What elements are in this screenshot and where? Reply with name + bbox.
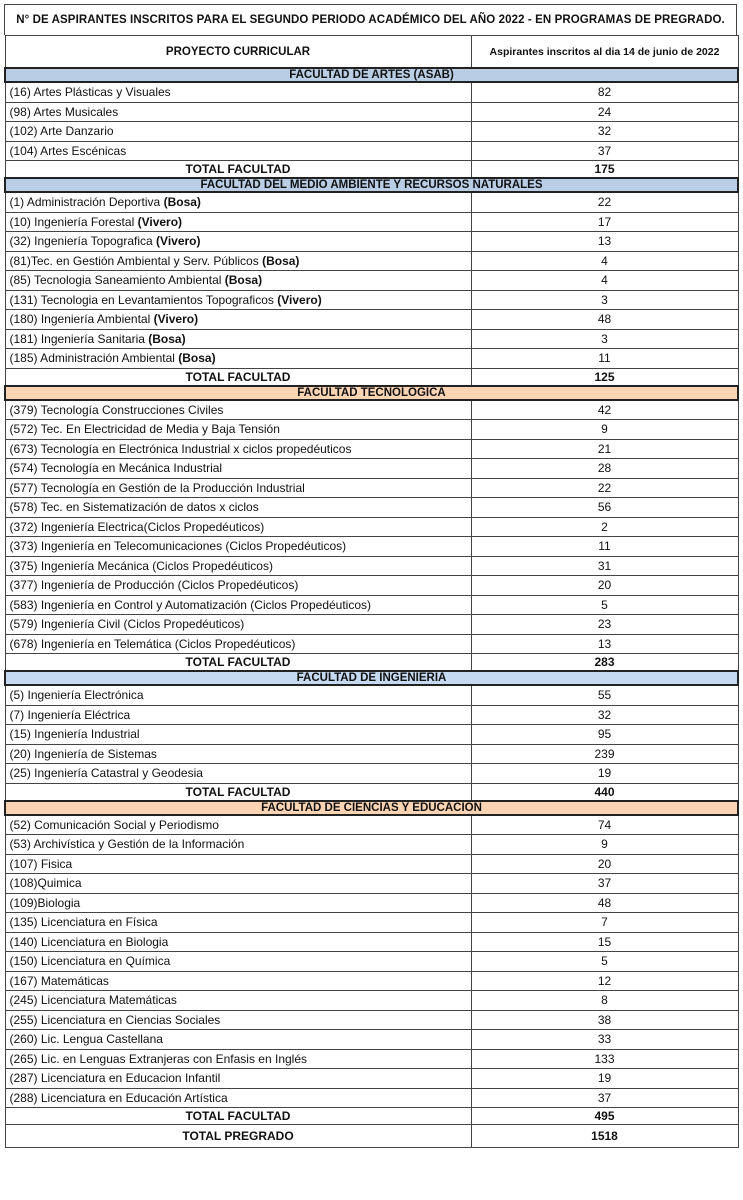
enrollment-table (4, 35, 739, 1148)
applicants-count: 42 (471, 400, 738, 420)
program-name: (107) Fisica (9, 856, 73, 871)
program-name: (255) Licenciatura en Ciencias Sociales (9, 1012, 221, 1027)
program-cell (5, 913, 471, 933)
column-header-applicants: Aspirantes inscritos al dia 14 de junio de 2022 (471, 36, 738, 69)
program-cell (5, 971, 471, 991)
program-name: (288) Licenciatura en Educación Artística (9, 1090, 228, 1105)
program-cell (5, 478, 471, 498)
campus-label: (Vivero) (153, 312, 199, 327)
grand-total-label: TOTAL PREGRADO (5, 1125, 471, 1148)
applicants-count: 37 (471, 874, 738, 894)
program-row (5, 329, 738, 349)
program-name: (5) Ingeniería Electrónica (9, 688, 144, 703)
program-cell (5, 634, 471, 654)
faculty-header-row (5, 68, 738, 82)
program-cell (5, 893, 471, 913)
program-row (5, 251, 738, 271)
applicants-count: 22 (471, 478, 738, 498)
applicants-count: 9 (471, 835, 738, 855)
program-row (5, 310, 738, 330)
program-name: (104) Artes Escénicas (9, 143, 127, 158)
enrollment-sheet (4, 4, 737, 1148)
program-name: (167) Matemáticas (9, 973, 109, 988)
program-cell (5, 1030, 471, 1050)
program-row (5, 705, 738, 725)
program-cell (5, 854, 471, 874)
program-row (5, 854, 738, 874)
program-row (5, 400, 738, 420)
program-name: (32) Ingeniería Topografica (9, 234, 153, 249)
applicants-count: 133 (471, 1049, 738, 1069)
campus-label: (Bosa) (262, 253, 300, 268)
applicants-count: 20 (471, 854, 738, 874)
program-row (5, 952, 738, 972)
program-name: (572) Tec. En Electricidad de Media y Baja Tensión (9, 422, 280, 437)
program-name: (577) Tecnología en Gestión de la Producción Industrial (9, 480, 305, 495)
applicants-count: 24 (471, 102, 738, 122)
grand-total-value: 1518 (471, 1125, 738, 1148)
program-cell (5, 537, 471, 557)
program-row (5, 212, 738, 232)
faculty-header-row (5, 178, 738, 192)
applicants-count: 19 (471, 764, 738, 784)
program-cell (5, 349, 471, 369)
program-cell (5, 991, 471, 1011)
program-name: (16) Artes Plásticas y Visuales (9, 85, 171, 100)
program-name: (287) Licenciatura en Educacion Infantil (9, 1071, 221, 1086)
program-row (5, 615, 738, 635)
program-row (5, 349, 738, 369)
program-row (5, 685, 738, 705)
applicants-count: 56 (471, 498, 738, 518)
program-row (5, 556, 738, 576)
faculty-header-row (5, 671, 738, 685)
faculty-total-value: 440 (471, 783, 738, 801)
applicants-count: 11 (471, 349, 738, 369)
campus-label: (Bosa) (163, 195, 201, 210)
applicants-count: 13 (471, 634, 738, 654)
faculty-total-label: TOTAL FACULTAD (5, 161, 471, 179)
program-cell (5, 615, 471, 635)
program-name: (379) Tecnología Construcciones Civiles (9, 402, 224, 417)
applicants-count: 3 (471, 329, 738, 349)
program-name: (578) Tec. en Sistematización de datos x ciclos (9, 500, 259, 515)
applicants-count: 4 (471, 251, 738, 271)
program-cell (5, 874, 471, 894)
program-cell (5, 212, 471, 232)
applicants-count: 4 (471, 271, 738, 291)
faculty-header-row (5, 801, 738, 815)
program-row (5, 192, 738, 212)
program-name: (15) Ingeniería Industrial (9, 727, 140, 742)
program-cell (5, 932, 471, 952)
program-cell (5, 764, 471, 784)
program-cell (5, 1069, 471, 1089)
program-name: (81)Tec. en Gestión Ambiental y Serv. Públicos (9, 253, 259, 268)
program-cell (5, 329, 471, 349)
applicants-count: 20 (471, 576, 738, 596)
applicants-count: 21 (471, 439, 738, 459)
applicants-count: 17 (471, 212, 738, 232)
program-cell (5, 459, 471, 479)
program-name: (109)Biologia (9, 895, 81, 910)
program-name: (1) Administración Deportiva (9, 195, 161, 210)
applicants-count: 19 (471, 1069, 738, 1089)
program-name: (377) Ingeniería de Producción (Ciclos Propedéuticos) (9, 578, 299, 593)
program-row (5, 1049, 738, 1069)
program-name: (181) Ingeniería Sanitaria (9, 331, 145, 346)
applicants-count: 15 (471, 932, 738, 952)
faculty-total-row (5, 1108, 738, 1125)
program-cell (5, 420, 471, 440)
program-row (5, 893, 738, 913)
column-header-program: PROYECTO CURRICULAR (5, 36, 471, 69)
program-row (5, 517, 738, 537)
campus-label: (Bosa) (178, 351, 216, 366)
program-name: (373) Ingeniería en Telecomunicaciones (Ciclos Propedéuticos) (9, 539, 347, 554)
program-name: (375) Ingeniería Mecánica (Ciclos Propedéuticos) (9, 558, 273, 573)
program-name: (135) Licenciatura en Física (9, 915, 158, 930)
faculty-total-row (5, 783, 738, 801)
program-row (5, 744, 738, 764)
program-cell (5, 400, 471, 420)
applicants-count: 22 (471, 192, 738, 212)
program-cell (5, 744, 471, 764)
applicants-count: 5 (471, 595, 738, 615)
program-name: (53) Archivística y Gestión de la Información (9, 837, 245, 852)
applicants-count: 239 (471, 744, 738, 764)
faculty-name: FACULTAD DE CIENCIAS Y EDUCACION (5, 801, 738, 815)
table-header-row (5, 36, 738, 69)
program-row (5, 271, 738, 291)
program-row (5, 102, 738, 122)
program-cell (5, 835, 471, 855)
program-cell (5, 251, 471, 271)
program-row (5, 1030, 738, 1050)
campus-label: (Vivero) (156, 234, 201, 249)
program-row (5, 439, 738, 459)
campus-label: (Vivero) (277, 292, 322, 307)
program-row (5, 122, 738, 142)
faculty-total-label: TOTAL FACULTAD (5, 1108, 471, 1125)
applicants-count: 55 (471, 685, 738, 705)
program-cell (5, 192, 471, 212)
applicants-count: 82 (471, 82, 738, 102)
applicants-count: 32 (471, 122, 738, 142)
applicants-count: 11 (471, 537, 738, 557)
program-cell (5, 232, 471, 252)
program-name: (131) Tecnologia en Levantamientos Topograficos (9, 292, 274, 307)
program-cell (5, 595, 471, 615)
program-name: (260) Lic. Lengua Castellana (9, 1032, 163, 1047)
program-row (5, 634, 738, 654)
faculty-name: FACULTAD DE INGENIERIA (5, 671, 738, 685)
program-name: (574) Tecnología en Mecánica Industrial (9, 461, 223, 476)
applicants-count: 48 (471, 893, 738, 913)
applicants-count: 9 (471, 420, 738, 440)
program-row (5, 1088, 738, 1108)
program-cell (5, 141, 471, 161)
applicants-count: 74 (471, 815, 738, 835)
program-row (5, 478, 738, 498)
sheet-title: N° DE ASPIRANTES INSCRITOS PARA EL SEGUNDO PERIODO ACADÉMICO DEL AÑO 2022 - EN PROGRAMAS DE PREGRADO. (4, 4, 737, 35)
program-row (5, 141, 738, 161)
faculty-name: FACULTAD TECNOLOGICA (5, 386, 738, 400)
applicants-count: 31 (471, 556, 738, 576)
program-name: (98) Artes Musicales (9, 104, 119, 119)
program-row (5, 576, 738, 596)
faculty-header-row (5, 386, 738, 400)
program-cell (5, 576, 471, 596)
program-cell (5, 310, 471, 330)
program-cell (5, 556, 471, 576)
program-row (5, 991, 738, 1011)
applicants-count: 12 (471, 971, 738, 991)
program-name: (579) Ingeniería Civil (Ciclos Propedéuticos) (9, 617, 245, 632)
program-name: (180) Ingeniería Ambiental (9, 312, 151, 327)
program-cell (5, 290, 471, 310)
program-row (5, 82, 738, 102)
faculty-total-label: TOTAL FACULTAD (5, 368, 471, 386)
program-cell (5, 102, 471, 122)
program-cell (5, 498, 471, 518)
applicants-count: 33 (471, 1030, 738, 1050)
program-cell (5, 1088, 471, 1108)
program-cell (5, 815, 471, 835)
program-row (5, 835, 738, 855)
faculty-total-value: 283 (471, 654, 738, 672)
program-cell (5, 1010, 471, 1030)
program-row (5, 932, 738, 952)
faculty-total-value: 495 (471, 1108, 738, 1125)
program-name: (20) Ingeniería de Sistemas (9, 746, 157, 761)
program-cell (5, 439, 471, 459)
applicants-count: 48 (471, 310, 738, 330)
program-name: (25) Ingeniería Catastral y Geodesia (9, 766, 203, 781)
program-name: (265) Lic. en Lenguas Extranjeras con Enfasis en Inglés (9, 1051, 308, 1066)
program-name: (583) Ingeniería en Control y Automatización (Ciclos Propedéuticos) (9, 597, 372, 612)
program-row (5, 537, 738, 557)
program-cell (5, 82, 471, 102)
program-cell (5, 122, 471, 142)
program-name: (245) Licenciatura Matemáticas (9, 993, 177, 1008)
program-row (5, 290, 738, 310)
program-name: (102) Arte Danzario (9, 124, 114, 139)
program-name: (85) Tecnologia Saneamiento Ambiental (9, 273, 222, 288)
program-row (5, 420, 738, 440)
program-cell (5, 271, 471, 291)
program-row (5, 725, 738, 745)
program-name: (150) Licenciatura en Química (9, 954, 171, 969)
applicants-count: 23 (471, 615, 738, 635)
applicants-count: 32 (471, 705, 738, 725)
program-row (5, 913, 738, 933)
program-name: (372) Ingeniería Electrica(Ciclos Propedéuticos) (9, 519, 265, 534)
program-name: (10) Ingeniería Forestal (9, 214, 135, 229)
faculty-total-row (5, 161, 738, 179)
program-cell (5, 952, 471, 972)
program-cell (5, 685, 471, 705)
campus-label: (Bosa) (148, 331, 186, 346)
applicants-count: 2 (471, 517, 738, 537)
grand-total-row (5, 1125, 738, 1148)
applicants-count: 37 (471, 141, 738, 161)
faculty-total-value: 125 (471, 368, 738, 386)
program-name: (108)Quimica (9, 876, 82, 891)
faculty-total-label: TOTAL FACULTAD (5, 654, 471, 672)
applicants-count: 13 (471, 232, 738, 252)
program-row (5, 971, 738, 991)
program-cell (5, 1049, 471, 1069)
enrollment-table-body (5, 36, 738, 1148)
applicants-count: 3 (471, 290, 738, 310)
program-row (5, 874, 738, 894)
program-name: (7) Ingeniería Eléctrica (9, 707, 131, 722)
applicants-count: 5 (471, 952, 738, 972)
applicants-count: 38 (471, 1010, 738, 1030)
program-name: (52) Comunicación Social y Periodismo (9, 817, 219, 832)
faculty-name: FACULTAD DEL MEDIO AMBIENTE Y RECURSOS NATURALES (5, 178, 738, 192)
faculty-total-row (5, 654, 738, 672)
program-row (5, 764, 738, 784)
program-row (5, 459, 738, 479)
program-name: (140) Licenciatura en Biologia (9, 934, 169, 949)
program-row (5, 498, 738, 518)
program-cell (5, 725, 471, 745)
program-name: (185) Administración Ambiental (9, 351, 175, 366)
applicants-count: 28 (471, 459, 738, 479)
program-row (5, 232, 738, 252)
applicants-count: 7 (471, 913, 738, 933)
program-row (5, 1010, 738, 1030)
program-row (5, 1069, 738, 1089)
faculty-total-row (5, 368, 738, 386)
program-row (5, 815, 738, 835)
applicants-count: 37 (471, 1088, 738, 1108)
program-row (5, 595, 738, 615)
program-cell (5, 517, 471, 537)
faculty-name: FACULTAD DE ARTES (ASAB) (5, 68, 738, 82)
program-name: (678) Ingeniería en Telemática (Ciclos Propedéuticos) (9, 636, 296, 651)
applicants-count: 8 (471, 991, 738, 1011)
applicants-count: 95 (471, 725, 738, 745)
program-cell (5, 705, 471, 725)
faculty-total-value: 175 (471, 161, 738, 179)
campus-label: (Bosa) (224, 273, 263, 288)
campus-label: (Vivero) (137, 214, 183, 229)
program-name: (673) Tecnología en Electrónica Industrial x ciclos propedéuticos (9, 441, 352, 456)
faculty-total-label: TOTAL FACULTAD (5, 783, 471, 801)
